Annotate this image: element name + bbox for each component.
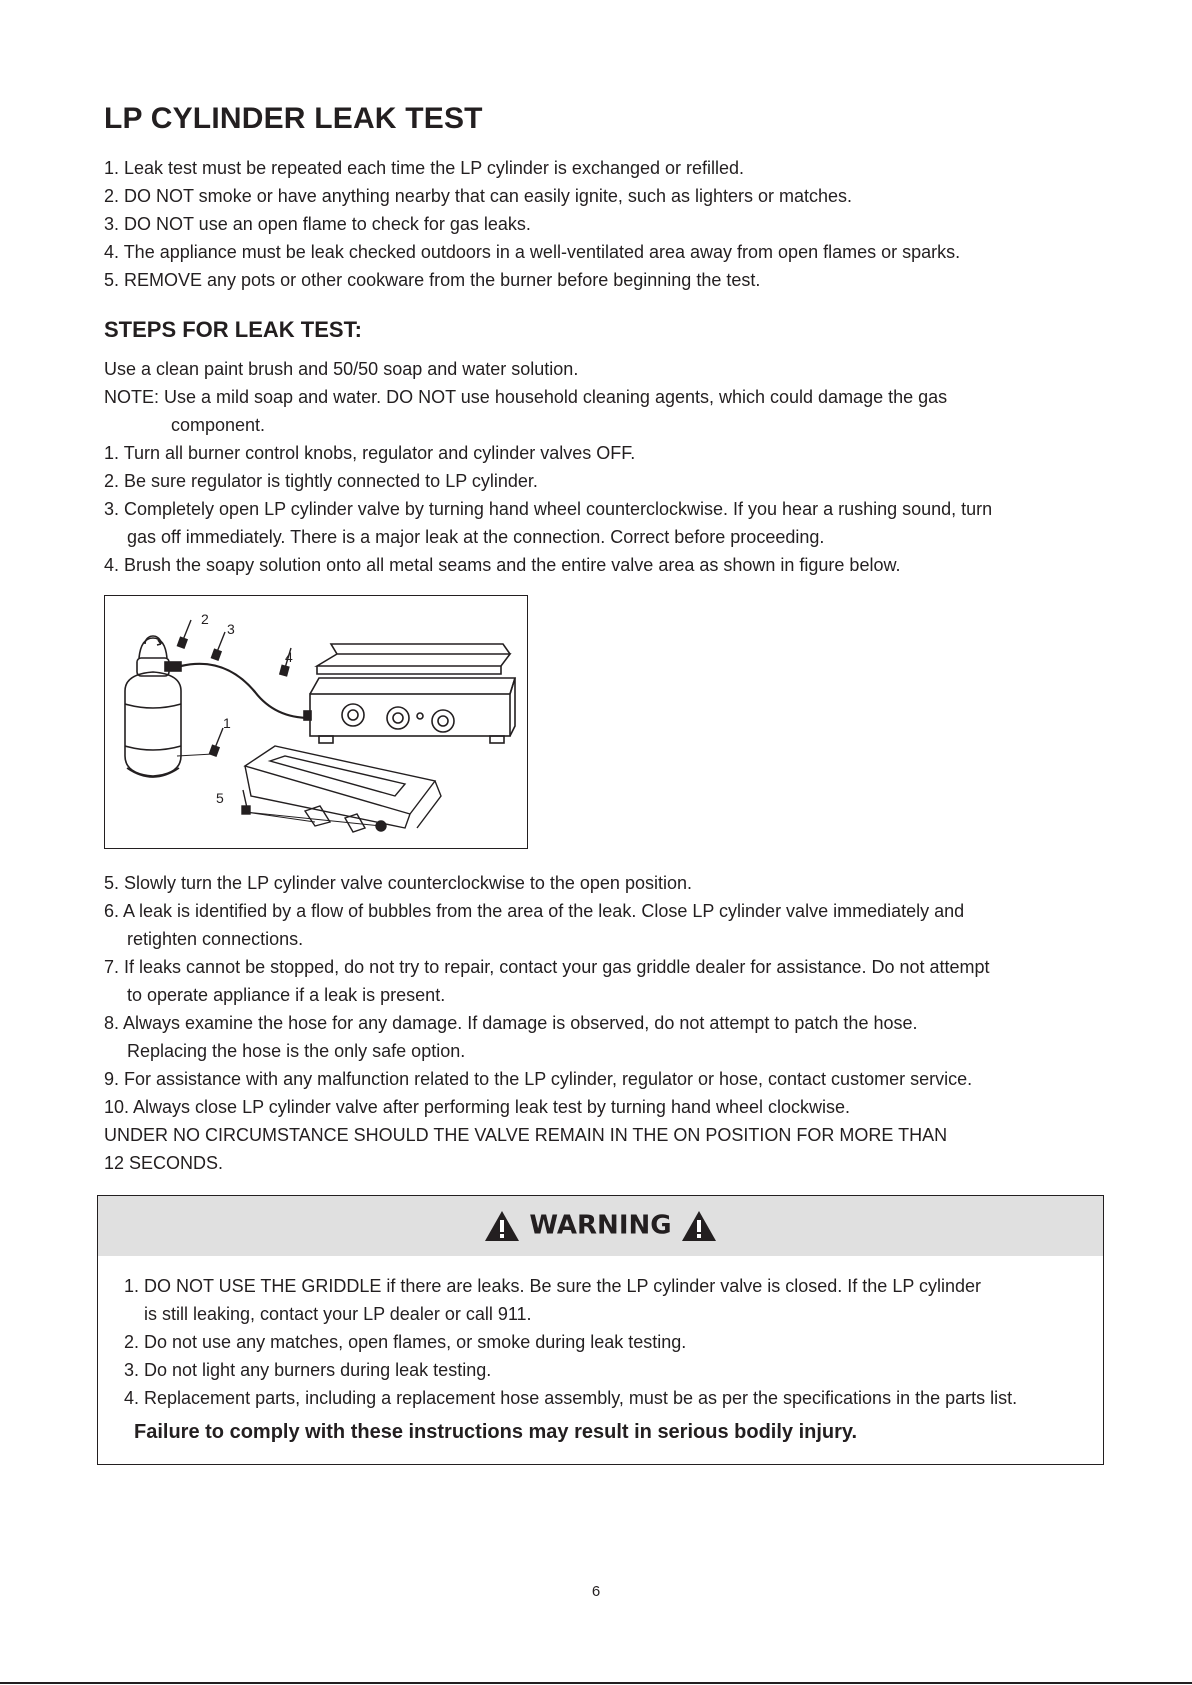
steps-note-continued: component. [171,415,266,435]
step-6: 6. A leak is identified by a flow of bubbles from the area of the leak. Close LP cylinder valve immediately and [104,901,965,921]
step-2: 2. Be sure regulator is tightly connected to LP cylinder. [104,471,538,491]
gas-hose [181,664,310,718]
warning-triangle-icon [484,1210,520,1242]
warning-title-row [98,1210,1103,1242]
step-8-continued: Replacing the hose is the only safe option. [127,1041,466,1061]
warning-title: WARNING [529,1210,672,1241]
leak-test-illustration [105,596,527,848]
figure-label-5: 5 [216,790,224,806]
step-1: 1. Turn all burner control knobs, regulator and cylinder valves OFF. [104,443,636,463]
intro-item-3: 3. DO NOT use an open flame to check for gas leaks. [104,214,531,234]
step-8: 8. Always examine the hose for any damage. If damage is observed, do not attempt to patch the hose. [104,1013,918,1033]
bottom-divider [0,1682,1192,1684]
leak-test-figure [104,595,528,849]
warning-footer: Failure to comply with these instructions may result in serious bodily injury. [134,1421,858,1443]
intro-item-2: 2. DO NOT smoke or have anything nearby that can easily ignite, such as lighters or matches. [104,186,853,206]
step-6-continued: retighten connections. [127,929,304,949]
step-7: 7. If leaks cannot be stopped, do not try to repair, contact your gas griddle dealer for assistance. Do not attempt [104,957,990,977]
warning-item-3: 3. Do not light any burners during leak testing. [124,1360,492,1380]
figure-label-4: 4 [285,649,293,665]
warning-triangle-icon [681,1210,717,1242]
step-10: 10. Always close LP cylinder valve after performing leak test by turning hand wheel clockwise. [104,1097,851,1117]
page-number: 6 [591,1583,601,1600]
caution-note: UNDER NO CIRCUMSTANCE SHOULD THE VALVE REMAIN IN THE ON POSITION FOR MORE THAN [104,1125,948,1145]
intro-item-5: 5. REMOVE any pots or other cookware from the burner before beginning the test. [104,270,761,290]
steps-note: NOTE: Use a mild soap and water. DO NOT use household cleaning agents, which could damage the gas [104,387,948,407]
burner-assembly-drawing [245,746,441,832]
step-3-continued: gas off immediately. There is a major leak at the connection. Correct before proceeding. [127,527,825,547]
step-5: 5. Slowly turn the LP cylinder valve counterclockwise to the open position. [104,873,692,893]
warning-item-1: 1. DO NOT USE THE GRIDDLE if there are leaks. Be sure the LP cylinder valve is closed. If the LP cylinder [124,1276,982,1296]
warning-item-1-continued: is still leaking, contact your LP dealer or call 911. [144,1304,532,1324]
intro-item-1: 1. Leak test must be repeated each time the LP cylinder is exchanged or refilled. [104,158,745,178]
steps-materials: Use a clean paint brush and 50/50 soap and water solution. [104,359,579,379]
step-7-continued: to operate appliance if a leak is present. [127,985,446,1005]
figure-label-2: 2 [201,611,209,627]
caution-note-continued: 12 SECONDS. [104,1153,224,1173]
figure-label-1: 1 [223,715,231,731]
warning-item-2: 2. Do not use any matches, open flames, or smoke during leak testing. [124,1332,687,1352]
griddle-drawing [304,644,515,743]
intro-item-4: 4. The appliance must be leak checked outdoors in a well-ventilated area away from open flames or sparks. [104,242,961,262]
page-title: LP CYLINDER LEAK TEST [104,102,483,135]
warning-box [97,1195,1104,1465]
warning-item-4: 4. Replacement parts, including a replacement hose assembly, must be as per the specifications in the parts list. [124,1388,1018,1408]
figure-label-3: 3 [227,621,235,637]
lp-cylinder-drawing [125,636,181,777]
step-9: 9. For assistance with any malfunction related to the LP cylinder, regulator or hose, contact customer service. [104,1069,973,1089]
warning-header [98,1196,1103,1256]
step-4: 4. Brush the soapy solution onto all metal seams and the entire valve area as shown in figure below. [104,555,901,575]
steps-heading: STEPS FOR LEAK TEST: [104,317,362,342]
step-3: 3. Completely open LP cylinder valve by turning hand wheel counterclockwise. If you hear a rushing sound, turn [104,499,993,519]
